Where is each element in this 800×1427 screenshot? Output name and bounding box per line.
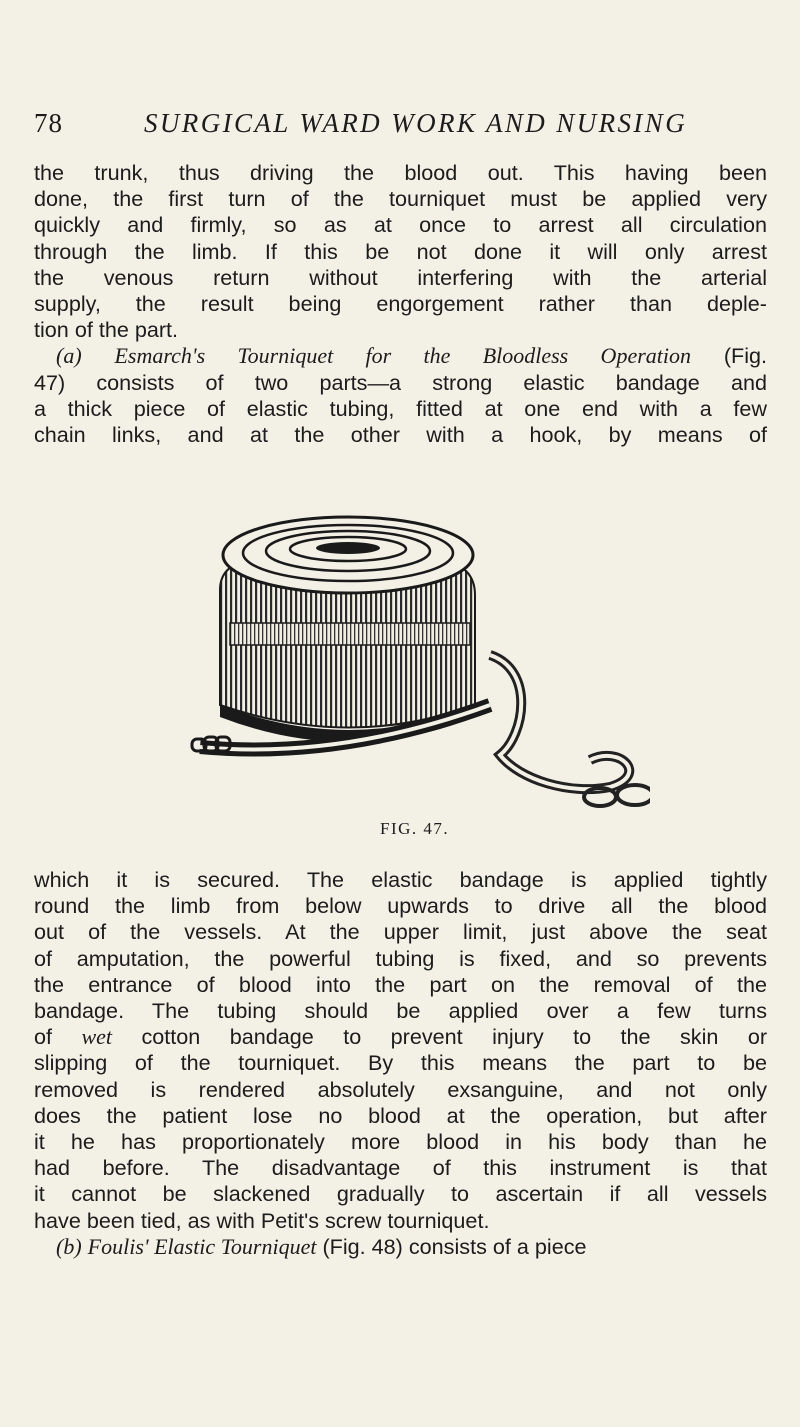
text-line: removed is rendered absolutely exsanguine, and not only: [34, 1076, 767, 1102]
esmarch-heading-line: [34, 343, 767, 369]
text-line: done, the first turn of the tourniquet must be applied very: [34, 186, 767, 212]
text-line: it he has proportionately more blood in his body than he: [34, 1129, 767, 1155]
page-number: 78: [34, 108, 63, 138]
text-fragment: cotton bandage to prevent injury to the skin or: [141, 1024, 768, 1050]
text-line: slipping of the tourniquet. By this means the part to be: [34, 1050, 767, 1076]
text-line: had before. The disadvantage of this instrument is that: [34, 1155, 767, 1181]
text-line: quickly and firmly, so as at once to arrest all circulation: [34, 212, 767, 238]
running-title: SURGICAL WARD WORK AND NURSING: [144, 108, 688, 138]
item-label: (b): [56, 1234, 82, 1259]
paragraph-trunk: [34, 160, 767, 448]
item-label: (a): [56, 343, 82, 369]
text-line: 47) consists of two parts—a strong elastic bandage and: [34, 369, 767, 395]
text-line: the trunk, thus driving the blood out. This having been: [34, 160, 767, 185]
paragraph-securing: [34, 867, 767, 1234]
text-fragment: (Fig. 48) consists of a piece: [322, 1234, 587, 1259]
text-line: of amputation, the powerful tubing is fixed, and so prevents: [34, 945, 767, 971]
text-line: the entrance of blood into the part on the removal of the: [34, 971, 767, 997]
text-line: round the limb from below upwards to drive all the blood: [34, 893, 767, 919]
running-header: [34, 108, 764, 148]
foulis-heading-line: [34, 1234, 767, 1260]
esmarch-title: Esmarch's Tourniquet for the Bloodless Operation: [114, 343, 691, 369]
text-line: chain links, and at the other with a hook, by means of: [34, 422, 767, 448]
text-line: the venous return without interfering with the arterial: [34, 264, 767, 290]
foulis-title: Foulis' Elastic Tourniquet: [87, 1234, 317, 1259]
figure-caption: FIG. 47.: [380, 819, 450, 838]
text-line: bandage. The tubing should be applied over a few turns: [34, 998, 767, 1024]
figure-ref: (Fig.: [723, 343, 767, 369]
text-line: tion of the part.: [34, 317, 179, 343]
text-line: it cannot be slackened gradually to ascertain if all vessels: [34, 1181, 767, 1207]
text-line: out of the vessels. At the upper limit, just above the seat: [34, 919, 767, 945]
text-line: which it is secured. The elastic bandage is applied tightly: [34, 867, 767, 892]
text-line: a thick piece of elastic tubing, fitted at one end with a few: [34, 395, 767, 421]
figure-47-illustration: [190, 505, 650, 825]
text-line: does the patient lose no blood at the operation, but after: [34, 1102, 767, 1128]
italic-word: wet: [81, 1024, 113, 1050]
text-line: have been tied, as with Petit's screw tourniquet.: [34, 1207, 490, 1233]
text-fragment: of: [34, 1024, 53, 1050]
text-line: through the limb. If this be not done it will only arrest: [34, 238, 767, 264]
paragraph-foulis: [34, 1234, 767, 1260]
text-line: supply, the result being engorgement rather than deple-: [34, 291, 767, 317]
text-line-wet: [34, 1024, 767, 1050]
tourniquet-drawing: [190, 505, 650, 825]
